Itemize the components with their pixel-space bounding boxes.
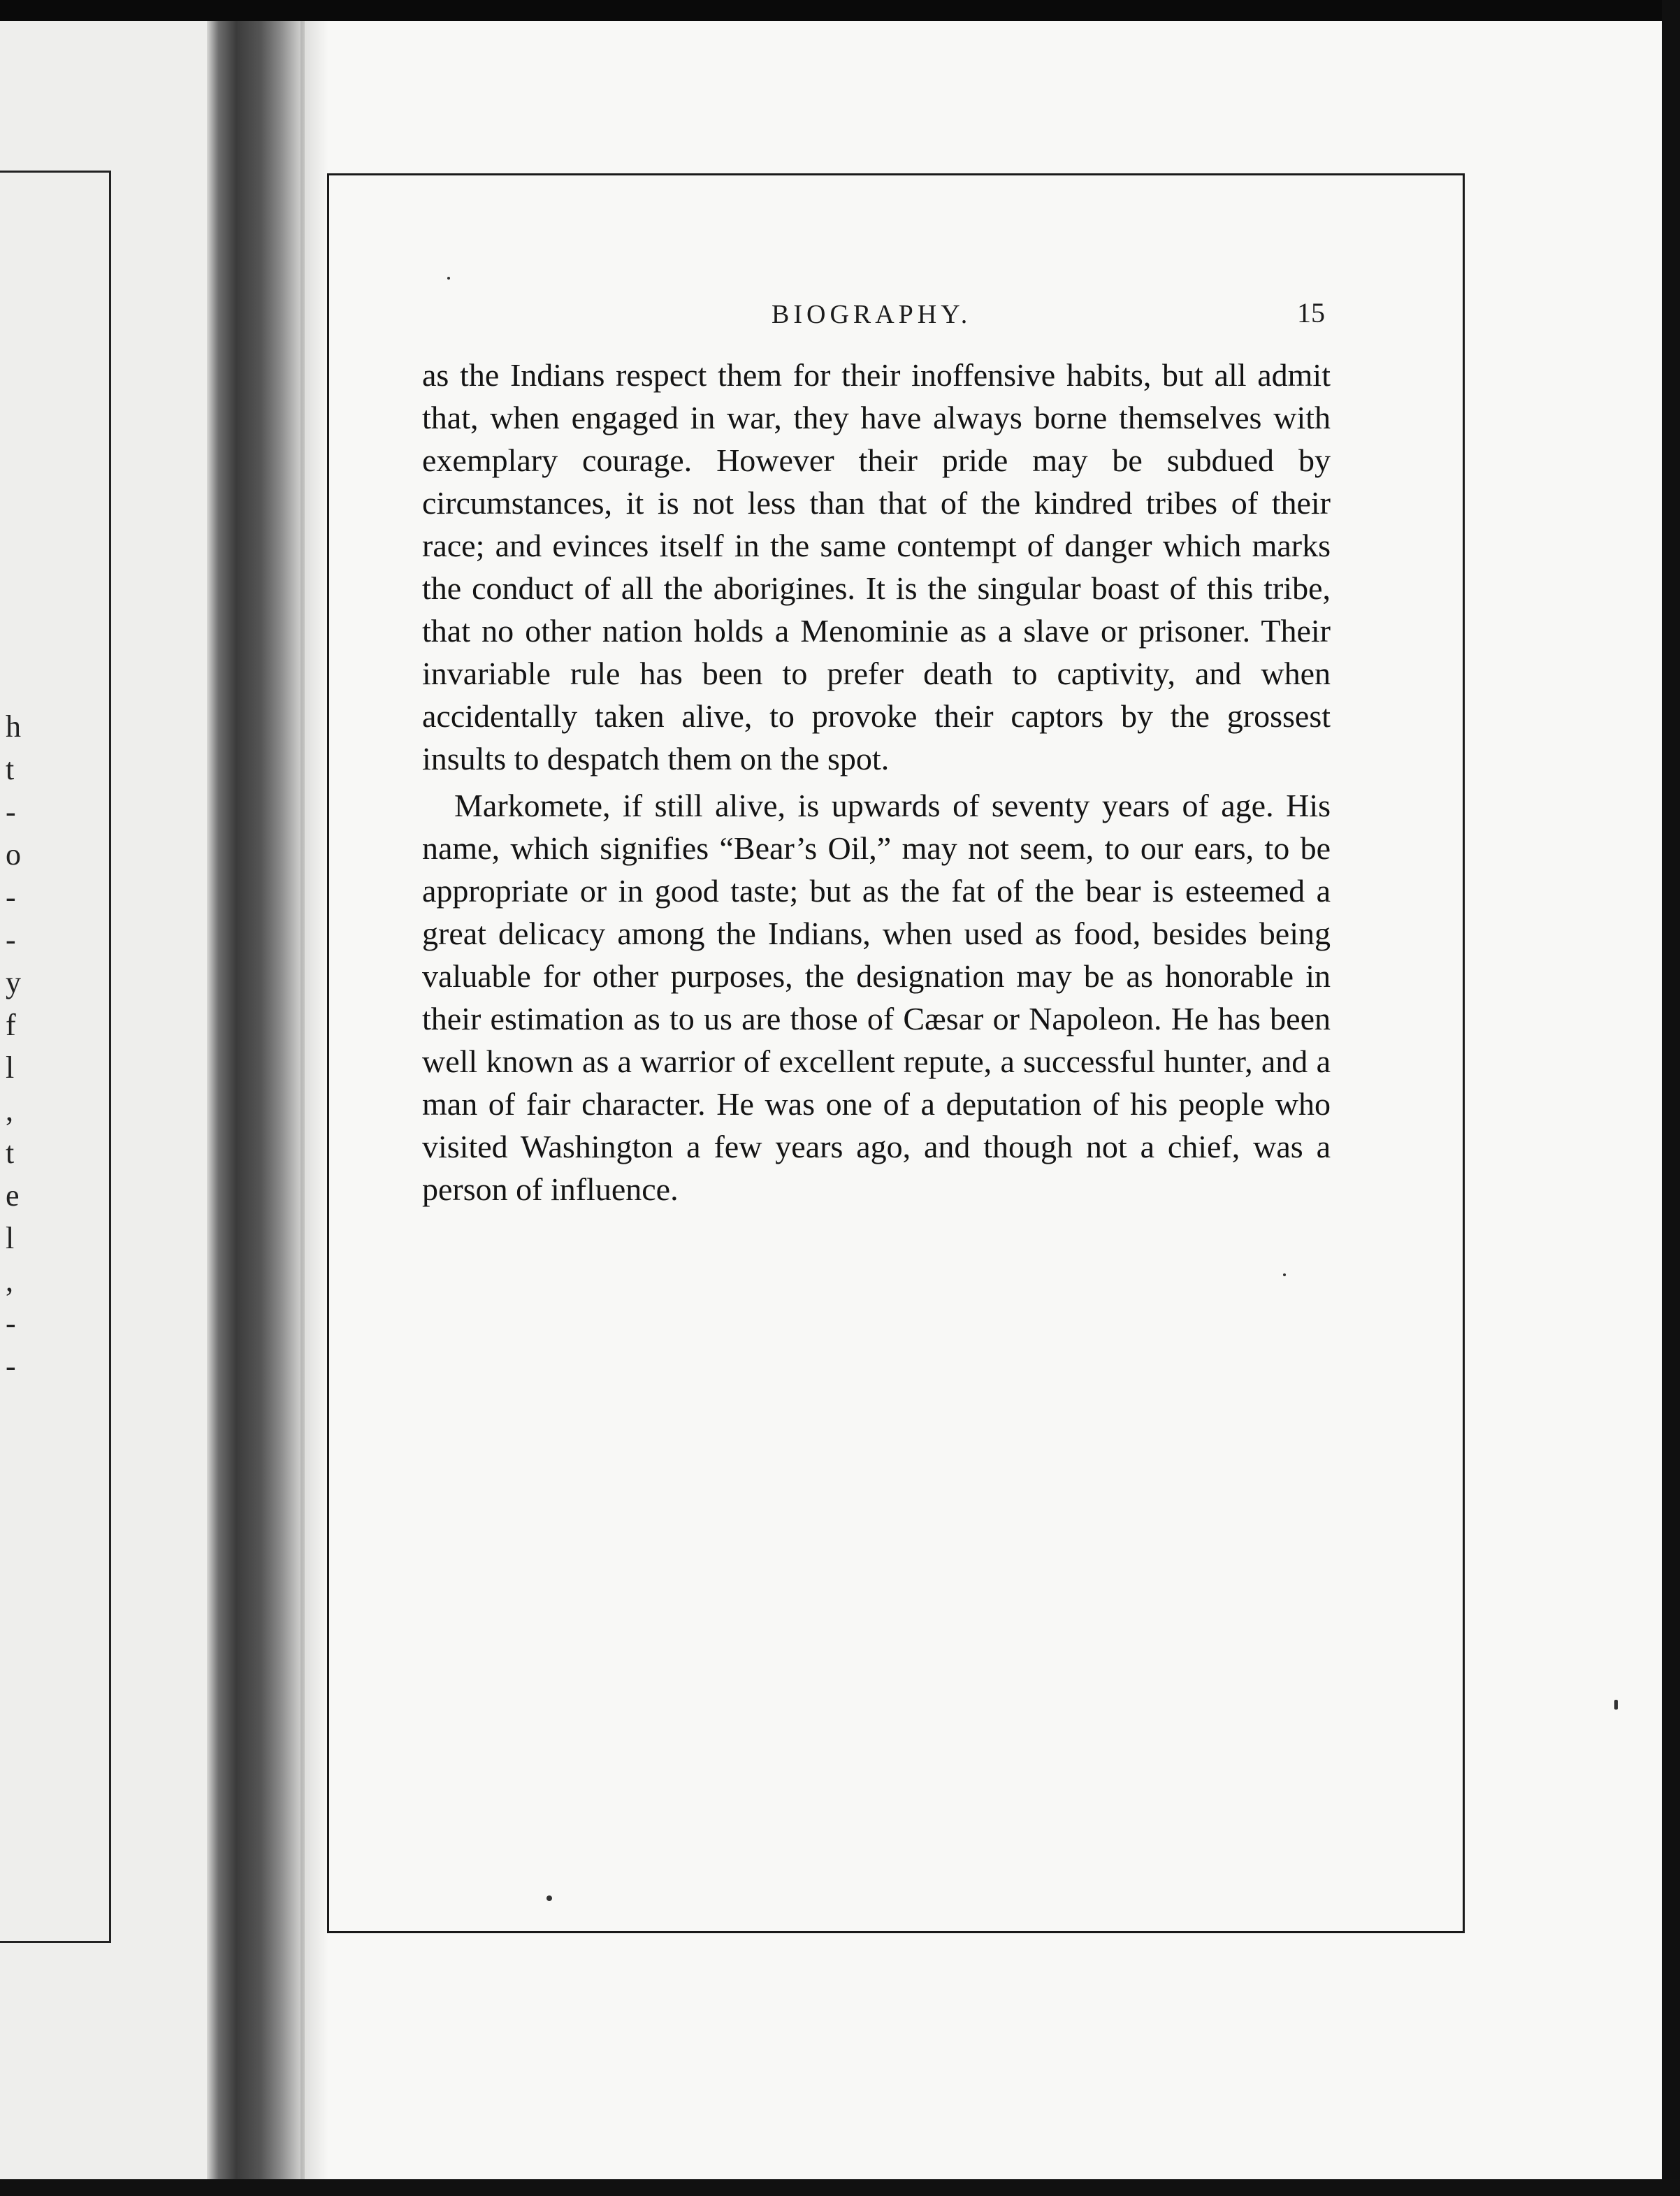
scan-speck [546, 1895, 552, 1901]
body-text [422, 354, 1331, 1211]
left-page-fragment: l [6, 1050, 15, 1085]
scan-speck [1283, 1273, 1286, 1276]
scan-right-edge [1662, 0, 1680, 2196]
scan-top-edge [0, 0, 1680, 21]
paragraph: Markomete, if still alive, is upwards of seventy years of age. His name, which signifies “Bear’s Oil,” may not seem, to our ears, to be appropriate or in good taste; but as the fat of the bear is esteemed a great delicacy among the Indians, when used as food, besides being valuable for other purposes, the designation may be as honorable in their estimation as to us are those of Cæsar or Napoleon. He has been well known as a warrior of excellent repute, a successful hunter, and a man of fair character. He was one of a deputation of his people who visited Washington a few years ago, and though not a chief, was a person of influence. [422, 788, 1331, 1207]
left-page-fragment: h [6, 709, 21, 744]
scan-bottom-edge [0, 2179, 1680, 2196]
left-page-fragment: e [6, 1178, 20, 1213]
gutter-shadow [300, 21, 328, 2179]
scan-speck [1614, 1700, 1618, 1710]
left-page-fragment: - [6, 923, 16, 957]
left-page-fragment: f [6, 1008, 16, 1042]
left-page-fragment: t [6, 1136, 15, 1170]
left-page-fragment: l [6, 1221, 15, 1255]
paragraph: as the Indians respect them for their inoffensive habits, but all admit that, when engaged in war, they have always borne themselves with exemplary courage. However their pride may be subdued by circumstances, it is not less than that of the kindred tribes of their race; and evinces itself in the same contempt of danger which marks the conduct of all the aborigines. It is the singular boast of this tribe, that no other nation holds a Menominie as a slave or prisoner. Their invariable rule has been to prefer death to captivity, and when accidentally taken alive, to provoke their captors by the grossest insults to despatch them on the spot. [422, 357, 1331, 776]
book-gutter [207, 21, 305, 2179]
left-page-frame [0, 171, 111, 1943]
left-page-fragment: , [6, 1264, 13, 1298]
page-number: 15 [1297, 297, 1325, 328]
left-page-fragment: - [6, 1306, 16, 1341]
left-page-fragment: - [6, 795, 16, 829]
left-page-fragment: t [6, 752, 15, 786]
scan-speck [447, 277, 450, 280]
running-head: BIOGRAPHY. [772, 300, 972, 329]
left-page-fragment: , [6, 1093, 13, 1127]
left-page-fragment: - [6, 880, 16, 914]
left-page-fragment: - [6, 1349, 16, 1383]
left-page-fragment: y [6, 965, 21, 999]
left-page-fragment: o [6, 837, 21, 872]
